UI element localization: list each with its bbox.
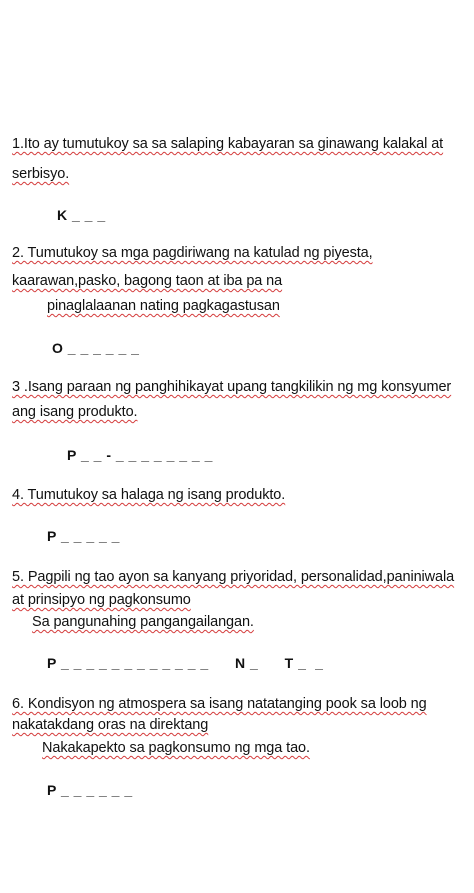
- question-3-answer-blank: P _ _ - _ _ _ _ _ _ _ _: [67, 447, 213, 463]
- question-5-answer-blank: P _ _ _ _ _ _ _ _ _ _ _ _ N _ T _ _: [47, 655, 324, 671]
- question-3-line-1: 3 .Isang paraan ng panghihikayat upang tangkilikin ng mg konsyumer: [12, 379, 452, 395]
- question-2-line-1: 2. Tumutukoy sa mga pagdiriwang na katulad ng piyesta,: [12, 245, 373, 261]
- question-6-line-2: nakatakdang oras na direktang: [12, 717, 209, 733]
- question-1-answer-blank: K _ _ _: [57, 207, 106, 223]
- question-2-line-2: kaarawan,pasko, bagong taon at iba pa na: [12, 273, 283, 289]
- question-1-line-1: 1.Ito ay tumutukoy sa sa salaping kabayaran sa ginawang kalakal at: [12, 136, 444, 152]
- question-4-answer-blank: P _ _ _ _ _: [47, 528, 120, 544]
- question-5-line-2: at prinsipyo ng pagkonsumo: [12, 592, 191, 608]
- question-4-line-1: 4. Tumutukoy sa halaga ng isang produkto.: [12, 487, 286, 503]
- question-5-line-3: Sa pangunahing pangangailangan.: [32, 614, 254, 630]
- question-1-line-2: serbisyo.: [12, 166, 70, 182]
- question-3-line-2: ang isang produkto.: [12, 404, 138, 420]
- question-5-line-1: 5. Pagpili ng tao ayon sa kanyang priyoridad, personalidad,paniniwala: [12, 569, 455, 585]
- question-2-line-3: pinaglalaanan nating pagkagastusan: [47, 298, 280, 314]
- question-6-answer-blank: P _ _ _ _ _ _: [47, 782, 133, 798]
- question-6-line-3: Nakakapekto sa pagkonsumo ng mga tao.: [42, 740, 310, 756]
- question-2-answer-blank: O _ _ _ _ _ _: [52, 340, 140, 356]
- question-6-line-1: 6. Kondisyon ng atmospera sa isang natatanging pook sa loob ng: [12, 696, 427, 712]
